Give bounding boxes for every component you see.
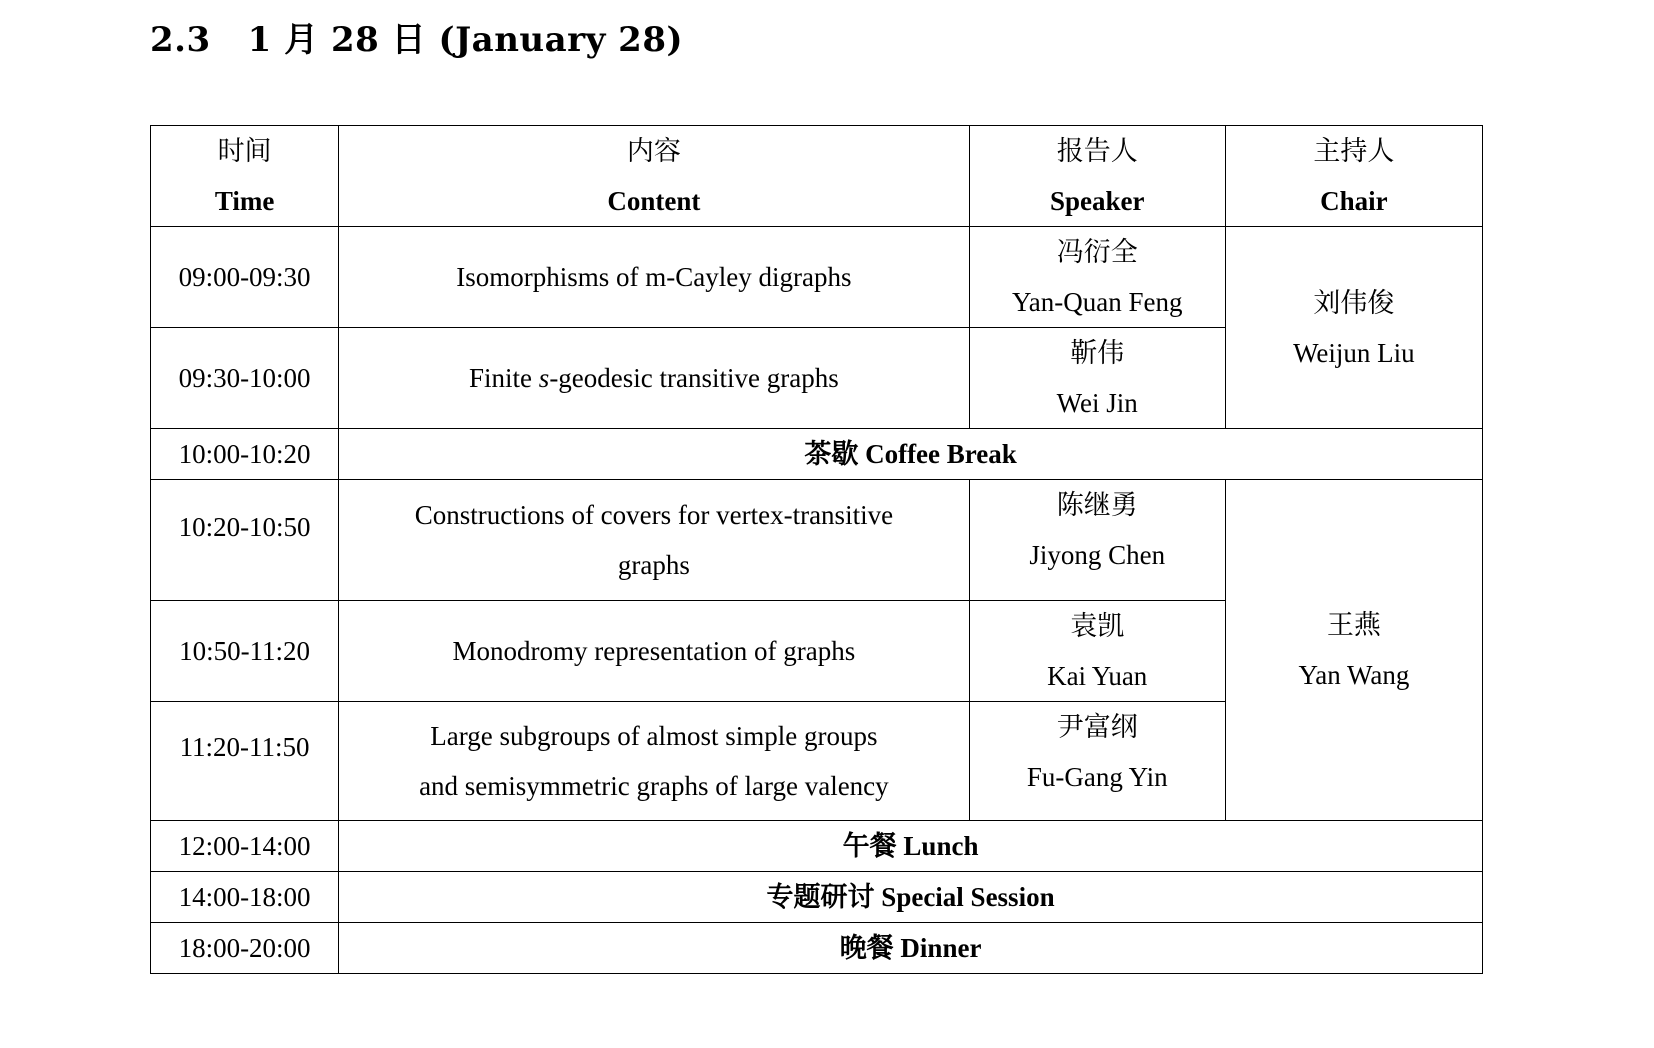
speaker-cell <box>969 702 1225 821</box>
section-heading <box>150 12 683 61</box>
chair-en: Yan Wang <box>1298 660 1410 690</box>
speaker-cell <box>969 601 1225 702</box>
header-time <box>151 126 339 227</box>
content-text: Finite <box>469 363 539 393</box>
speaker-en: Wei Jin <box>1056 388 1138 418</box>
section-title: 1 月 28 日 (January 28) <box>247 20 684 60</box>
event-cell: 午餐 Lunch <box>339 821 1483 872</box>
content-line: Constructions of covers for vertex-transitive <box>414 500 894 530</box>
content-cell <box>339 702 969 821</box>
content-cell: Monodromy representation of graphs <box>339 601 969 702</box>
section-number: 2.3 <box>150 20 211 60</box>
speaker-en: Fu-Gang Yin <box>1026 762 1168 792</box>
table-row <box>151 480 1483 601</box>
content-line: graphs <box>617 550 690 580</box>
content-cell: Isomorphisms of m-Cayley digraphs <box>339 227 969 328</box>
header-time-en: Time <box>214 186 275 216</box>
speaker-cn: 尹富纲 <box>1056 712 1138 742</box>
time-cell: 12:00-14:00 <box>151 821 339 872</box>
table-row-dinner <box>151 923 1483 974</box>
header-chair-cn: 主持人 <box>1313 136 1395 166</box>
header-chair <box>1225 126 1482 227</box>
speaker-en: Kai Yuan <box>1047 661 1148 691</box>
speaker-cell <box>969 480 1225 601</box>
content-cell <box>339 328 969 429</box>
content-line: Large subgroups of almost simple groups <box>430 721 878 751</box>
chair-cell <box>1225 227 1482 429</box>
speaker-en: Jiyong Chen <box>1029 540 1166 570</box>
time-cell: 14:00-18:00 <box>151 872 339 923</box>
speaker-cell <box>969 227 1225 328</box>
table-header-row <box>151 126 1483 227</box>
time-cell: 18:00-20:00 <box>151 923 339 974</box>
speaker-cn: 冯衍全 <box>1056 237 1138 267</box>
speaker-en: Yan-Quan Feng <box>1011 287 1183 317</box>
speaker-cn: 靳伟 <box>1070 338 1125 368</box>
schedule-table <box>150 125 1483 974</box>
time-cell: 10:50-11:20 <box>151 601 339 702</box>
speaker-cn: 陈继勇 <box>1056 490 1138 520</box>
table-row-break <box>151 429 1483 480</box>
time-cell: 10:00-10:20 <box>151 429 339 480</box>
content-cell <box>339 480 969 601</box>
header-time-cn: 时间 <box>217 136 272 166</box>
chair-cn: 王燕 <box>1326 610 1381 640</box>
header-chair-en: Chair <box>1320 186 1388 216</box>
header-content <box>339 126 969 227</box>
chair-cell <box>1225 480 1482 821</box>
time-cell: 09:00-09:30 <box>151 227 339 328</box>
time-cell: 11:20-11:50 <box>151 702 339 821</box>
table-row-special-session <box>151 872 1483 923</box>
header-speaker-en: Speaker <box>1049 186 1145 216</box>
header-speaker <box>969 126 1225 227</box>
table-row <box>151 227 1483 328</box>
content-text: -geodesic transitive graphs <box>549 363 839 393</box>
chair-cn: 刘伟俊 <box>1313 287 1395 318</box>
header-content-en: Content <box>607 186 701 216</box>
event-cell: 专题研讨 Special Session <box>339 872 1483 923</box>
header-content-cn: 内容 <box>626 136 681 166</box>
header-speaker-cn: 报告人 <box>1056 136 1138 166</box>
speaker-cn: 袁凯 <box>1070 611 1125 641</box>
event-cell: 茶歇 Coffee Break <box>339 429 1483 480</box>
table-row-lunch <box>151 821 1483 872</box>
chair-en: Weijun Liu <box>1293 337 1415 368</box>
time-cell: 09:30-10:00 <box>151 328 339 429</box>
time-cell: 10:20-10:50 <box>151 480 339 601</box>
content-math: s <box>538 363 550 393</box>
event-cell: 晚餐 Dinner <box>339 923 1483 974</box>
content-line: and semisymmetric graphs of large valency <box>419 771 889 801</box>
speaker-cell <box>969 328 1225 429</box>
